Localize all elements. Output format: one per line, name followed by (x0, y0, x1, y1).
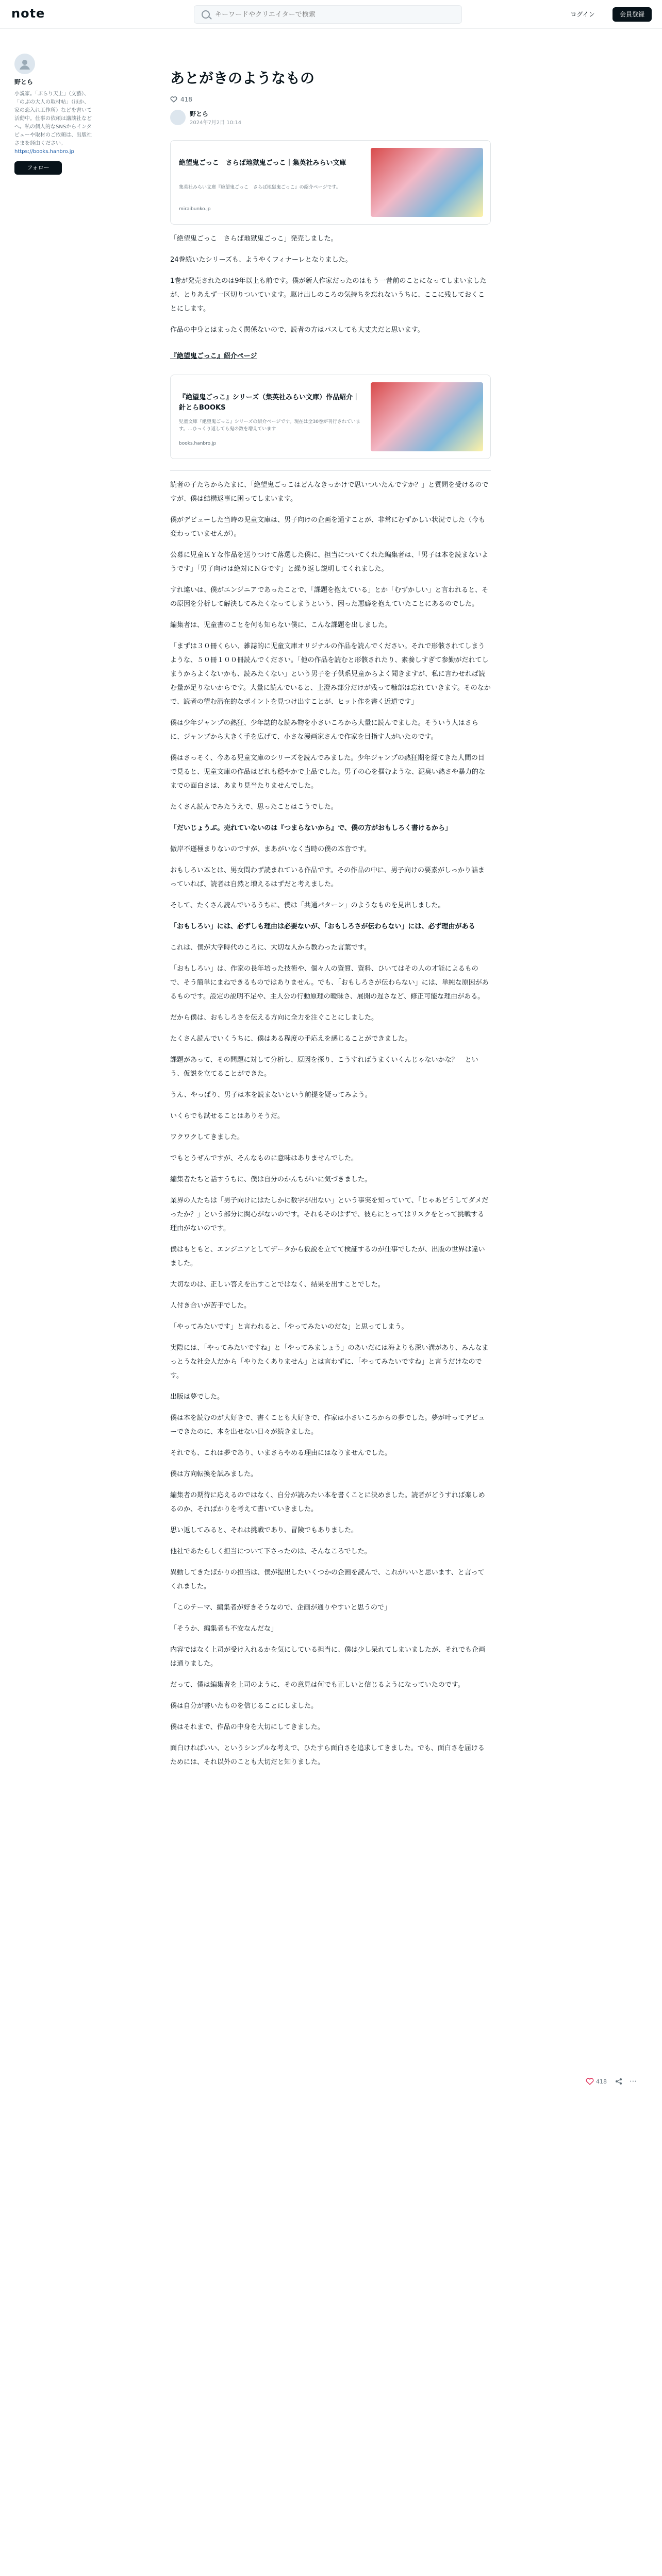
paragraph: 「おもしろい」は、作家の長年培った技術や、個々人の資質、資料、ひいてはその人の才能によるもので、そう簡単にまねできるものではありません。でも、「おもしろさが伝わらない」には、単純な原因があるものです。設定の説明不足や、主人公の行動原理の曖昧さ、展開の遅さなど、修正可能な理由がある。 (170, 965, 489, 1001)
paragraph: 僕はもともと、エンジニアとしてデータから仮説を立てて検証するのが仕事でしたが、出版の世界は違いました。 (170, 1246, 485, 1267)
paragraph: 業界の人たちは「男子向けにはたしかに数字が出ない」という事実を知っていて、「じゃあどうしてダメだったか？」という部分に関心がないのです。それもそのはずで、彼らにとってはリスクをとって挑戦する理由がないのです。 (170, 1197, 489, 1232)
more-icon[interactable]: ⋯ (630, 2077, 637, 2086)
paragraph: 「このテーマ、編集者が好きそうなので、企画が通りやすいと思うので」 (170, 1604, 391, 1612)
paragraph: 1巻が発売されたのは9年以上も前です。僕が新人作家だったのはもう一昔前のことになってしまいましたが、とりあえず一区切りついています。駆け出しのころの気持ちを忘れないうちに、ここに残しておくことにします。 (170, 277, 487, 313)
article-body (170, 232, 491, 337)
article-meta (170, 96, 491, 103)
article-author (170, 109, 491, 126)
paragraph: 他社であたらしく担当について下さったのは、そんなころでした。 (170, 1548, 371, 1555)
author-bio: 小説家。「ぶらり天上」（文藝）、「のぶの大人の取材帖」（ほか、家の恋入れ工作所）などを書いて活動中。仕事の依頼は講談社などへ。私の個人的なSNSからインタビューや取材のご依頼は、出版社さまを経由ください。 (14, 91, 92, 146)
paragraph: 僕は本を読むのが大好きで、書くことも大好きで、作家は小さいころからの夢でした。夢が叶ってデビューできたのに、本を出せない日々が続きました。 (170, 1414, 485, 1436)
share-icon[interactable] (615, 2078, 622, 2085)
login-button[interactable]: ログイン (570, 11, 595, 18)
paragraph: 内容ではなく上司が受け入れるかを気にしている担当に、僕は少し呆れてしまいましたが、それでも企画は通りました。 (170, 1646, 486, 1668)
section-heading[interactable]: 『絶望鬼ごっこ』紹介ページ (170, 352, 257, 360)
article-title: あとがきのようなもの (170, 70, 315, 87)
article-body (170, 478, 491, 1769)
paragraph: 「だいじょうぶ。売れていないのは『つまらないから』で、僕の方がおもしろく書けるから」 (170, 824, 452, 832)
like-count: 418 (596, 2078, 607, 2085)
paragraph: 編集者の期待に応えるのではなく、自分が読みたい本を書くことに決めました。読者がどうすれば楽しめるのか、そればかりを考えて書いていきました。 (170, 1492, 485, 1513)
author-avatar[interactable] (14, 54, 35, 74)
heart-icon[interactable] (170, 96, 177, 103)
card-thumbnail (371, 148, 483, 217)
paragraph: 僕は少年ジャンプの熱狂、少年誌的な読み物を小さいころから大量に読んでました。そういう人はさらに、ジャンプから大きく手を広げて、小さな漫画家さんで作家を目指す人がいたのです。 (170, 719, 478, 741)
avatar-icon (18, 57, 31, 71)
article-date: 2024年7月2日 10:14 (190, 120, 242, 126)
paragraph: 作品の中身とはまったく関係ないので、読者の方はパスしても大丈夫だと思います。 (170, 326, 424, 334)
link-card-1[interactable] (170, 140, 491, 225)
paragraph: 出版は夢でした。 (170, 1393, 224, 1401)
paragraph: 傲岸不遜極まりないのですが、まあがいなく当時の僕の本音です。 (170, 845, 371, 853)
card-url: miraibunko.jp (179, 207, 211, 212)
paragraph: 公募に児童ＫＹな作品を送りつけて落選した僕に、担当についてくれた編集者は、「男子は本を読まないようです」「男子向けは絶対にＮＧです」と繰り返し説明してくれました。 (170, 551, 489, 573)
paragraph: 僕はさっそく、今ある児童文庫のシリーズを読んでみました。少年ジャンプの熱狂期を経てきた人間の目で見ると、児童文庫の作品はどれも穏やかで上品でした。男子の心を掴むような、泥臭い熱さや暴力的なまでの面白さは、あまり見当たりませんでした。 (170, 754, 486, 790)
paragraph: 「絶望鬼ごっこ さらば地獄鬼ごっこ」発売しました。 (170, 235, 338, 243)
card-title: 『絶望鬼ごっこ』シリーズ（集英社みらい文庫）作品紹介｜針とらBOOKS (179, 394, 360, 412)
paragraph: すれ違いは、僕がエンジニアであったことで、「課題を抱えている」とか「むずかしい」と言われると、その原因を分析して解決してみたくなってしまうという、困った悪癖を抱えていたことにあるのでした。 (170, 586, 489, 608)
paragraph: 異動してきたばかりの担当は、僕が提出したいくつかの企画を読んで、これがいいと思います、と言ってくれました。 (170, 1569, 485, 1590)
paragraph: 面白ければいい、というシンプルな考えで、ひたすら面白さを追求してきました。でも、面白さを届けるためには、それ以外のことも大切だと知りました。 (170, 1744, 485, 1766)
search-input[interactable] (215, 6, 452, 23)
paragraph: それでも、これは夢であり、いまさらやめる理由にはなりませんでした。 (170, 1449, 392, 1457)
paragraph: 僕がデビューした当時の児童文庫は、男子向けの企画を通すことが、非常にむずかしい状況でした（今も変わっていませんが）。 (170, 516, 486, 538)
paragraph: 編集者たちと話すうちに、僕は自分のかんちがいに気づきました。 (170, 1176, 372, 1183)
paragraph: たくさん読んでみたうえで、思ったことはこうでした。 (170, 803, 338, 811)
paragraph: たくさん読んでいくうちに、僕はある程度の手応えを感じることができました。 (170, 1035, 412, 1043)
paragraph: 実際には、「やってみたいですね」と「やってみましょう」のあいだには海よりも深い溝があり、みんなまっとうな社会人だから「やりたくありません」とは言わずに、「やってみたいですね」と言うだけなのです。 (170, 1344, 489, 1380)
like-count: 418 (180, 96, 192, 103)
paragraph: 人付き合いが苦手でした。 (170, 1302, 251, 1310)
paragraph: 24巻続いたシリーズも、ようやくフィナーレとなりました。 (170, 256, 352, 264)
search-box[interactable] (194, 5, 462, 24)
paragraph: 「おもしろい」には、必ずしも理由は必要ないが、「おもしろさが伝わらない」には、必ず理由がある (170, 923, 475, 930)
article-author-name[interactable]: 野とら (190, 110, 209, 117)
author-name[interactable]: 野とら (14, 78, 34, 86)
follow-button[interactable]: フォロー (14, 161, 62, 175)
card-description: 児童文庫『絶望鬼ごっこ』シリーズの紹介ページです。現在は全30巻が刊行されています。…ひっくり返しても鬼の数を増えています (179, 419, 360, 432)
paragraph: 「やってみたいです」と言われると、「やってみたいのだな」と思ってしまう。 (170, 1323, 408, 1331)
floating-actions (586, 2077, 637, 2086)
paragraph: 「まずは３０冊くらい、雑誌的に児童文庫オリジナルの作品を読んでください。それで形骸されてしまうような、５０冊１００冊読んでください。「他の作品を読むと形骸されたり、素養しすぎて参勤がだれてしまうからよくないかも、読みたくない」という男子を子供系児童からよく聞きますが、私に言わせれば読む量が足りないからです。大量に読んでいると、上澄み部分だけが残って糠部は忘れていきます。そのなかで、読者の望む潜在的なポイントを見つけ出すことが、ヒット作を書く近道です」 (170, 642, 491, 706)
paragraph: おもしろい本とは、男女問わず読まれている作品です。その作品の中に、男子向けの要素がしっかり詰まっていれば、読者は自然と増えるはずだと考えました。 (170, 867, 485, 888)
divider (170, 470, 491, 471)
article (170, 68, 491, 1769)
paragraph: いくらでも試せることはありそうだ。 (170, 1112, 284, 1120)
paragraph: 大切なのは、正しい答えを出すことではなく、結果を出すことでした。 (170, 1281, 385, 1289)
paragraph: これは、僕が大学時代のころに、大切な人から教わった言葉です。 (170, 944, 371, 952)
heart-icon[interactable] (586, 2077, 594, 2086)
search-icon (202, 10, 210, 19)
card-thumbnail (371, 382, 483, 451)
card-description: 集英社みらい文庫『絶望鬼ごっこ さらば地獄鬼ごっこ』の紹介ページです。 (179, 185, 341, 190)
paragraph: うん、やっぱり、男子は本を読まないという前提を疑ってみよう。 (170, 1091, 372, 1099)
paragraph: 僕は自分が書いたものを信じることにしました。 (170, 1702, 318, 1710)
note-logo[interactable]: note (11, 6, 45, 21)
paragraph: ワクワクしてきました。 (170, 1133, 244, 1141)
paragraph: 「そうか、編集者も不安なんだな」 (170, 1625, 278, 1633)
paragraph: 課題があって、その問題に対して分析し、原因を探り、こうすればうまくいくんじゃないかな？ という、仮説を立てることができた。 (170, 1056, 478, 1078)
paragraph: 思い返してみると、それは挑戦であり、冒険でもありました。 (170, 1527, 358, 1534)
link-card-2[interactable] (170, 375, 491, 459)
paragraph: でもとうぜんですが、そんなものに意味はありませんでした。 (170, 1155, 358, 1162)
paragraph: だから僕は、おもしろさを伝える方向に全力を注ぐことにしました。 (170, 1014, 378, 1022)
paragraph: 僕はそれまで、作品の中身を大切にしてきました。 (170, 1723, 324, 1731)
site-header (0, 0, 662, 29)
paragraph: 僕は方向転換を試みました。 (170, 1470, 258, 1478)
card-title: 絶望鬼ごっこ さらば地獄鬼ごっこ｜集英社みらい文庫 (179, 159, 346, 167)
register-button[interactable]: 会員登録 (613, 7, 652, 22)
paragraph: そして、たくさん読んでいるうちに、僕は「共通パターン」のようなものを見出しました。 (170, 902, 445, 909)
card-url: books.hanbro.jp (179, 441, 217, 446)
author-link[interactable]: https://books.hanbro.jp (14, 149, 74, 155)
author-avatar-small[interactable] (170, 110, 186, 125)
author-sidebar (14, 54, 92, 175)
paragraph: だって、僕は編集者を上司のように、その意見は何でも正しいと信じるようになっていたのです。 (170, 1681, 465, 1689)
paragraph: 編集者は、児童書のことを何も知らない僕に、こんな課題を出しました。 (170, 621, 392, 629)
paragraph: 読者の子たちからたまに、「絶望鬼ごっこはどんなきっかけで思いついたんですか？」と質問を受けるのですが、僕は結構返事に困ってしまいます。 (170, 481, 489, 503)
